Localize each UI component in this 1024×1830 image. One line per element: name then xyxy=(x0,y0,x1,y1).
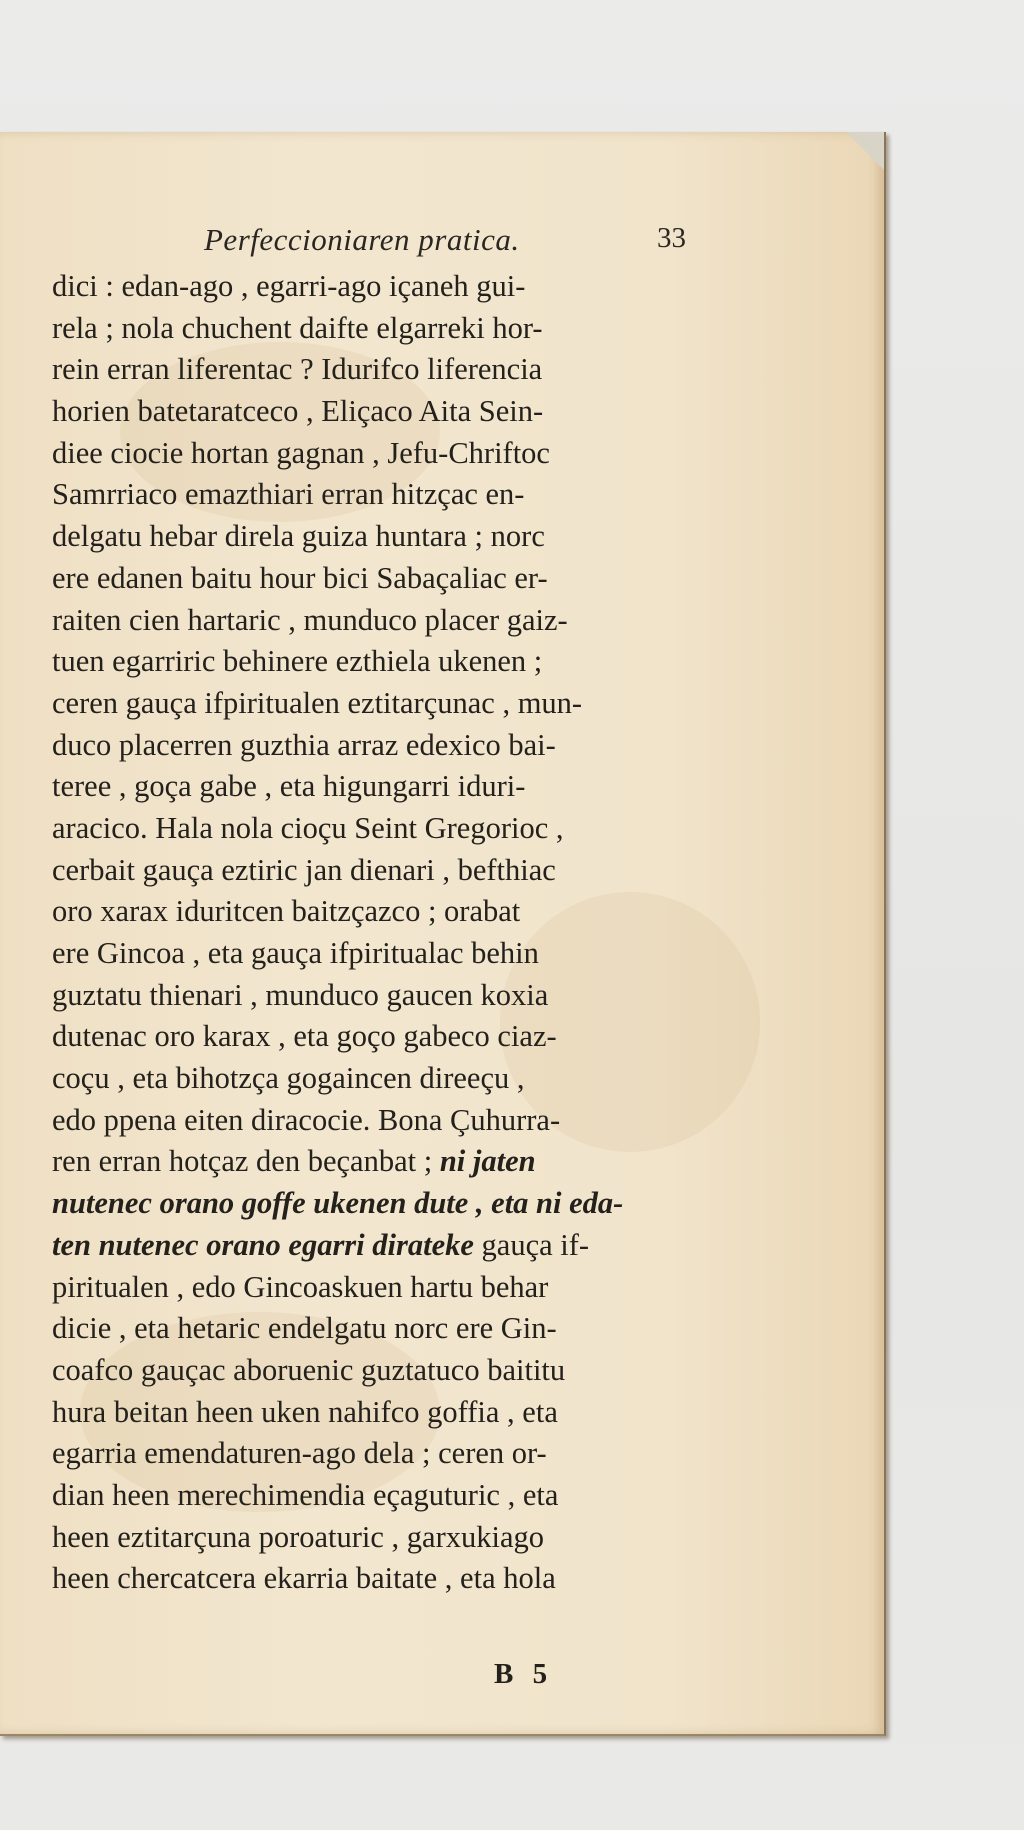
text-line xyxy=(52,1183,722,1225)
text-line xyxy=(52,1350,722,1392)
text-line xyxy=(52,1517,722,1559)
text-line xyxy=(52,600,722,642)
text-line xyxy=(52,1267,722,1309)
text-segment: delgatu hebar direla guiza huntara ; norc xyxy=(52,519,545,554)
text-line xyxy=(52,1016,722,1058)
text-segment: cerbait gauça eztiric jan dienari , befthiac xyxy=(52,852,556,887)
body-text xyxy=(52,266,722,1600)
text-segment: teree , goça gabe , eta higungarri iduri- xyxy=(52,769,526,804)
text-line xyxy=(52,1433,722,1475)
text-segment: hura beitan heen uken nahifco goffia , eta xyxy=(52,1394,558,1429)
text-line xyxy=(52,683,722,725)
text-segment: egarria emendaturen-ago dela ; ceren or- xyxy=(52,1436,547,1471)
text-line xyxy=(52,433,722,475)
book-page xyxy=(0,132,886,1736)
text-segment: ceren gauça ifpiritualen eztitarçunac , mun- xyxy=(52,685,583,720)
text-line xyxy=(52,1058,722,1100)
text-segment: tuen egarriric behinere ezthiela ukenen ; xyxy=(52,644,543,679)
text-segment: dian heen merechimendia eçaguturic , eta xyxy=(52,1477,559,1512)
text-line xyxy=(52,808,722,850)
text-line xyxy=(52,1225,722,1267)
text-segment: horien batetaratceco , Eliçaco Aita Sein- xyxy=(52,394,544,429)
text-segment: coçu , eta bihotzça gogaincen direeçu , xyxy=(52,1061,525,1096)
text-line xyxy=(52,349,722,391)
text-line xyxy=(52,850,722,892)
text-segment: ren erran hotçaz den beçanbat ; xyxy=(52,1144,440,1179)
italic-quote-segment: ten nutenec orano egarri dirateke xyxy=(52,1227,474,1262)
text-segment: Samrriaco emazthiari erran hitzçac en- xyxy=(52,477,525,512)
text-line xyxy=(52,516,722,558)
text-segment: duco placerren guzthia arraz edexico bai- xyxy=(52,727,556,762)
folded-page-corner xyxy=(846,132,884,170)
text-segment: diee ciocie hortan gagnan , Jefu-Chriftoc xyxy=(52,435,550,470)
text-line xyxy=(52,1308,722,1350)
text-line xyxy=(52,1141,722,1183)
text-line xyxy=(52,891,722,933)
running-head-title: Perfeccioniaren pratica. xyxy=(204,222,520,257)
italic-quote-segment: ni jaten xyxy=(439,1144,536,1179)
text-line xyxy=(52,308,722,350)
text-segment: heen eztitarçuna poroaturic , garxukiago xyxy=(52,1519,545,1554)
text-line xyxy=(52,766,722,808)
text-line xyxy=(52,558,722,600)
text-line xyxy=(52,266,722,308)
text-segment: rela ; nola chuchent daifte elgarreki hor- xyxy=(52,310,543,345)
text-line xyxy=(52,1392,722,1434)
text-line xyxy=(52,1475,722,1517)
text-line xyxy=(52,391,722,433)
text-segment: gauça if- xyxy=(473,1227,590,1262)
text-line xyxy=(52,641,722,683)
signature-mark: B 5 xyxy=(494,1658,554,1690)
text-line xyxy=(52,1100,722,1142)
text-segment: piritualen , edo Gincoaskuen hartu behar xyxy=(52,1269,549,1304)
text-line xyxy=(52,725,722,767)
text-segment: rein erran liferentac ? Idurifco liferencia xyxy=(52,352,543,387)
text-line xyxy=(52,1558,722,1600)
text-segment: ere edanen baitu hour bici Sabaçaliac er- xyxy=(52,560,548,595)
text-line xyxy=(52,975,722,1017)
text-segment: guztatu thienari , munduco gaucen koxia xyxy=(52,977,549,1012)
text-segment: heen chercatcera ekarria baitate , eta hola xyxy=(52,1561,556,1596)
text-segment: edo ppena eiten diracocie. Bona Çuhurra- xyxy=(52,1102,561,1137)
page-number: 33 xyxy=(657,222,686,254)
text-segment: dutenac oro karax , eta goço gabeco ciaz- xyxy=(52,1019,557,1054)
text-segment: dicie , eta hetaric endelgatu norc ere Gin- xyxy=(52,1311,557,1346)
text-segment: coafco gauçac aboruenic guztatuco baititu xyxy=(52,1352,566,1387)
running-head xyxy=(52,222,752,266)
text-segment: oro xarax iduritcen baitzçazco ; orabat xyxy=(52,894,521,929)
text-line xyxy=(52,933,722,975)
text-segment: ere Gincoa , eta gauça ifpiritualac behin xyxy=(52,936,539,970)
text-segment: raiten cien hartaric , munduco placer gaiz- xyxy=(52,602,568,637)
italic-quote-segment: nutenec orano goffe ukenen dute , eta ni eda- xyxy=(52,1186,624,1221)
text-line xyxy=(52,474,722,516)
text-segment: dici : edan-ago , egarri-ago içaneh gui- xyxy=(52,269,526,303)
text-segment: aracico. Hala nola cioçu Seint Gregorioc , xyxy=(52,810,564,845)
